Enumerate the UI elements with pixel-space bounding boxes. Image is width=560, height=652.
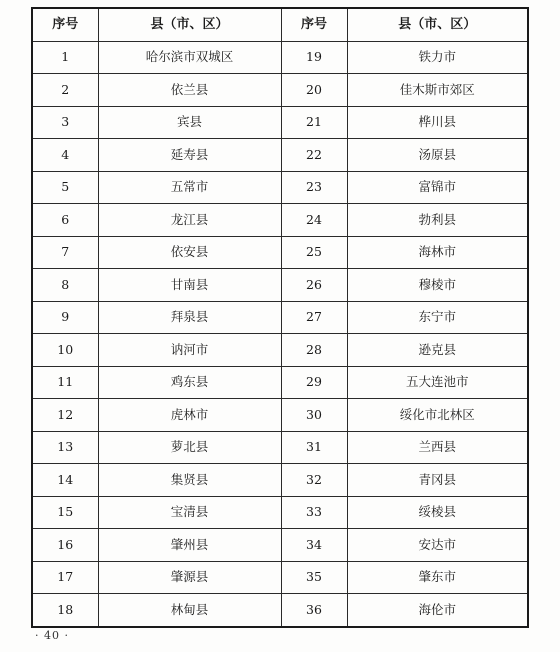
row-county-right: 铁力市 <box>347 41 528 74</box>
row-county-left: 依安县 <box>98 236 281 269</box>
table-row <box>32 236 528 269</box>
county-list-table <box>31 7 529 628</box>
row-county-right: 青冈县 <box>347 464 528 497</box>
row-index-right: 33 <box>281 496 347 529</box>
row-county-left: 甘南县 <box>98 269 281 302</box>
row-index-left: 2 <box>32 74 98 107</box>
table-row <box>32 594 528 627</box>
table-header-row <box>32 8 528 41</box>
row-county-right: 汤原县 <box>347 139 528 172</box>
row-index-left: 6 <box>32 204 98 237</box>
row-index-left: 4 <box>32 139 98 172</box>
row-index-left: 16 <box>32 529 98 562</box>
table-row <box>32 334 528 367</box>
row-index-left: 17 <box>32 561 98 594</box>
table-row <box>32 464 528 497</box>
row-county-left: 延寿县 <box>98 139 281 172</box>
row-county-left: 拜泉县 <box>98 301 281 334</box>
row-index-right: 30 <box>281 399 347 432</box>
row-county-right: 安达市 <box>347 529 528 562</box>
table-row <box>32 561 528 594</box>
row-county-right: 富锦市 <box>347 171 528 204</box>
row-index-left: 1 <box>32 41 98 74</box>
row-county-left: 讷河市 <box>98 334 281 367</box>
row-index-right: 35 <box>281 561 347 594</box>
table-row <box>32 269 528 302</box>
row-index-right: 34 <box>281 529 347 562</box>
row-index-right: 27 <box>281 301 347 334</box>
table-row <box>32 366 528 399</box>
row-county-left: 林甸县 <box>98 594 281 627</box>
header-index-right: 序号 <box>281 8 347 41</box>
row-index-left: 11 <box>32 366 98 399</box>
row-index-left: 8 <box>32 269 98 302</box>
table-row <box>32 74 528 107</box>
row-index-left: 12 <box>32 399 98 432</box>
header-index-left: 序号 <box>32 8 98 41</box>
row-county-left: 鸡东县 <box>98 366 281 399</box>
row-county-left: 宝清县 <box>98 496 281 529</box>
table-row <box>32 529 528 562</box>
page-number: · 40 · <box>35 629 69 642</box>
table-body <box>32 41 528 627</box>
row-county-left: 肇源县 <box>98 561 281 594</box>
row-county-left: 肇州县 <box>98 529 281 562</box>
row-index-left: 18 <box>32 594 98 627</box>
table-row <box>32 106 528 139</box>
row-county-right: 勃利县 <box>347 204 528 237</box>
row-county-left: 哈尔滨市双城区 <box>98 41 281 74</box>
row-county-right: 逊克县 <box>347 334 528 367</box>
row-county-left: 萝北县 <box>98 431 281 464</box>
row-county-right: 绥化市北林区 <box>347 399 528 432</box>
row-county-left: 五常市 <box>98 171 281 204</box>
row-county-left: 虎林市 <box>98 399 281 432</box>
table-row <box>32 171 528 204</box>
table-row <box>32 399 528 432</box>
row-county-right: 五大连池市 <box>347 366 528 399</box>
header-county-left: 县（市、区） <box>98 8 281 41</box>
table-row <box>32 204 528 237</box>
row-county-left: 集贤县 <box>98 464 281 497</box>
table-row <box>32 139 528 172</box>
row-index-right: 19 <box>281 41 347 74</box>
row-index-left: 10 <box>32 334 98 367</box>
row-index-right: 36 <box>281 594 347 627</box>
row-index-left: 13 <box>32 431 98 464</box>
row-county-right: 东宁市 <box>347 301 528 334</box>
row-index-right: 25 <box>281 236 347 269</box>
row-index-right: 24 <box>281 204 347 237</box>
row-index-right: 22 <box>281 139 347 172</box>
row-index-right: 23 <box>281 171 347 204</box>
row-county-right: 佳木斯市郊区 <box>347 74 528 107</box>
table-row <box>32 41 528 74</box>
row-county-right: 海林市 <box>347 236 528 269</box>
row-county-right: 海伦市 <box>347 594 528 627</box>
row-index-right: 32 <box>281 464 347 497</box>
row-county-right: 穆棱市 <box>347 269 528 302</box>
table-row <box>32 301 528 334</box>
row-county-right: 绥棱县 <box>347 496 528 529</box>
row-index-right: 29 <box>281 366 347 399</box>
row-county-left: 龙江县 <box>98 204 281 237</box>
row-county-right: 兰西县 <box>347 431 528 464</box>
row-index-left: 15 <box>32 496 98 529</box>
header-county-right: 县（市、区） <box>347 8 528 41</box>
row-county-right: 桦川县 <box>347 106 528 139</box>
row-index-left: 5 <box>32 171 98 204</box>
row-county-left: 依兰县 <box>98 74 281 107</box>
row-index-left: 14 <box>32 464 98 497</box>
row-county-right: 肇东市 <box>347 561 528 594</box>
row-index-right: 20 <box>281 74 347 107</box>
row-county-left: 宾县 <box>98 106 281 139</box>
row-index-left: 9 <box>32 301 98 334</box>
row-index-left: 7 <box>32 236 98 269</box>
row-index-right: 31 <box>281 431 347 464</box>
table-row <box>32 431 528 464</box>
row-index-right: 26 <box>281 269 347 302</box>
row-index-right: 21 <box>281 106 347 139</box>
table-row <box>32 496 528 529</box>
row-index-left: 3 <box>32 106 98 139</box>
row-index-right: 28 <box>281 334 347 367</box>
